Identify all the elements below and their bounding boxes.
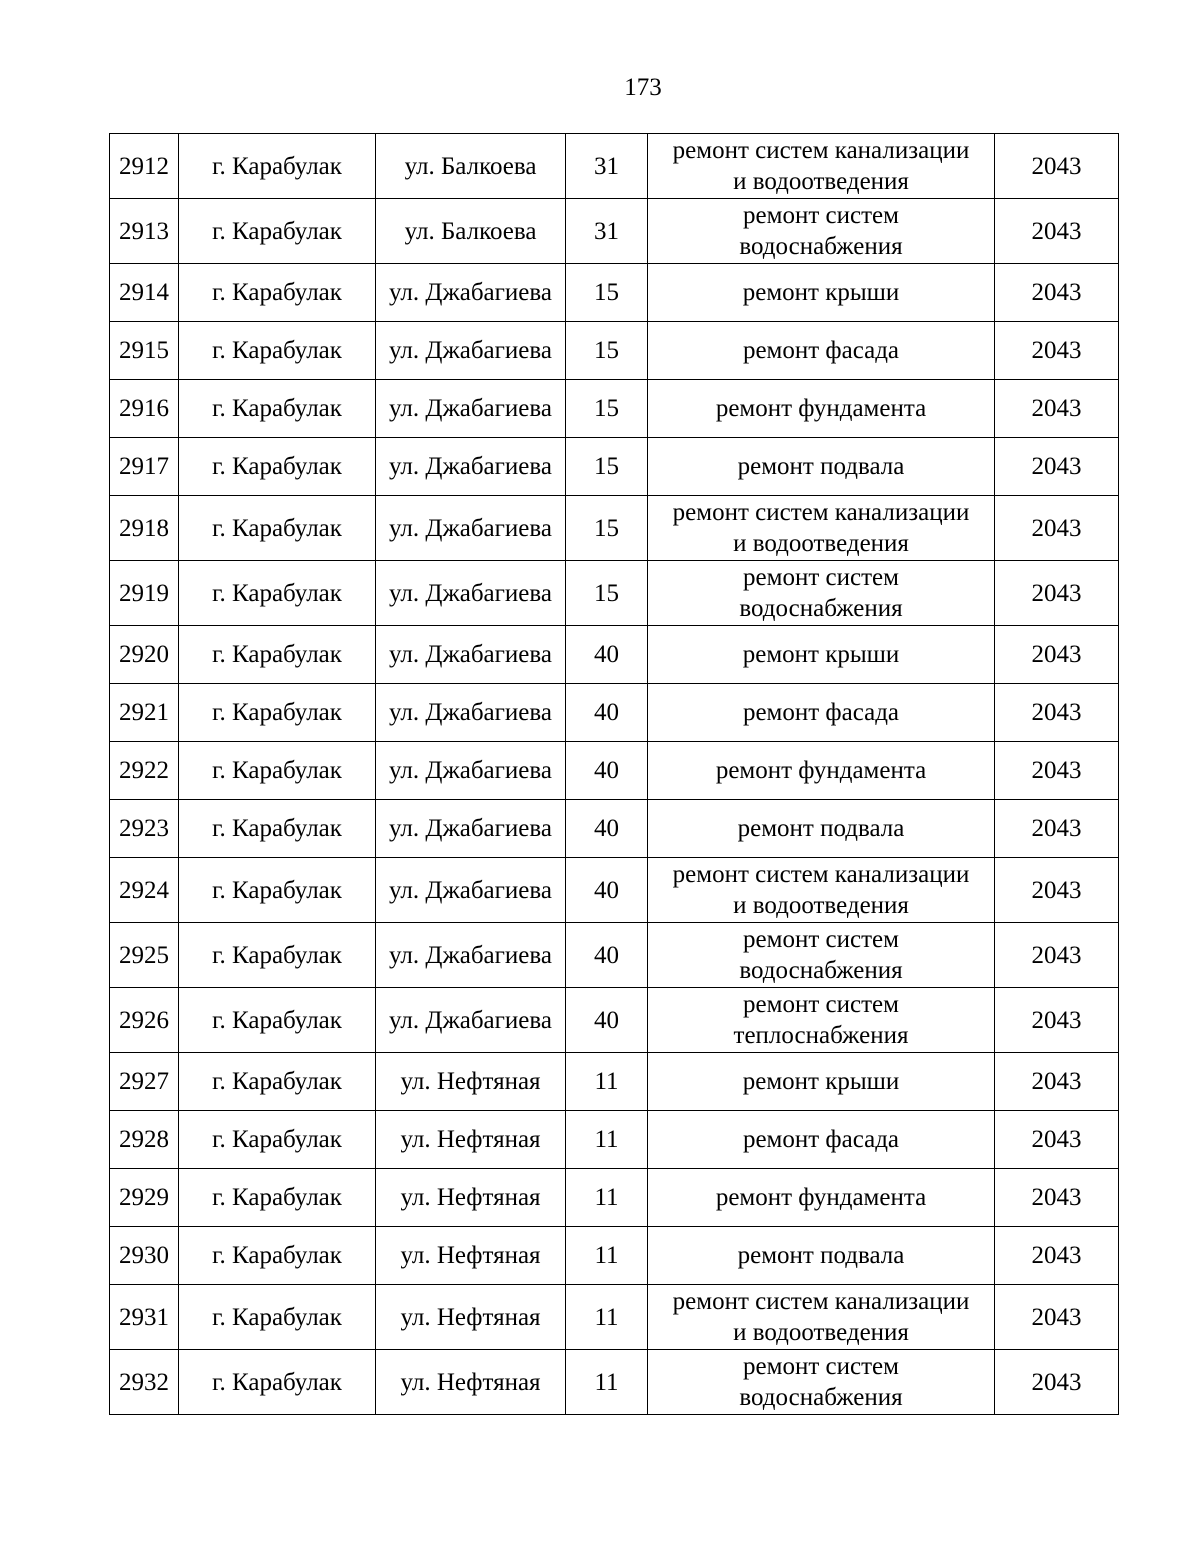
street-cell: ул. Джабагиева [376, 561, 566, 626]
city-cell: г. Карабулак [179, 561, 376, 626]
work-type-line: ремонт фасада [742, 699, 900, 726]
work-type-cell [648, 264, 995, 322]
table-row [110, 561, 1119, 626]
year-cell: 2043 [995, 134, 1119, 199]
work-type-line: ремонт систем [743, 1353, 899, 1380]
house-number-cell: 40 [566, 684, 648, 742]
table-row [110, 380, 1119, 438]
city-cell: г. Карабулак [179, 380, 376, 438]
year-cell: 2043 [995, 264, 1119, 322]
row-number-cell: 2913 [110, 199, 179, 264]
table-body [110, 134, 1119, 1415]
work-type-line: ремонт фасада [742, 1126, 900, 1153]
work-type-line: ремонт систем канализации [672, 499, 970, 526]
work-type-line: ремонт фасада [742, 337, 900, 364]
table-row [110, 626, 1119, 684]
year-cell: 2043 [995, 496, 1119, 561]
house-number-cell: 31 [566, 134, 648, 199]
city-cell: г. Карабулак [179, 1053, 376, 1111]
year-cell: 2043 [995, 1169, 1119, 1227]
work-type-cell [648, 199, 995, 264]
work-type-cell [648, 134, 995, 199]
row-number-cell: 2930 [110, 1227, 179, 1285]
work-type-cell [648, 742, 995, 800]
row-number-cell: 2927 [110, 1053, 179, 1111]
year-cell: 2043 [995, 923, 1119, 988]
city-cell: г. Карабулак [179, 684, 376, 742]
table-row [110, 684, 1119, 742]
house-number-cell: 15 [566, 264, 648, 322]
row-number-cell: 2917 [110, 438, 179, 496]
work-type-line: и водоотведения [733, 168, 909, 195]
row-number-cell: 2923 [110, 800, 179, 858]
year-cell: 2043 [995, 1111, 1119, 1169]
city-cell: г. Карабулак [179, 923, 376, 988]
work-type-cell [648, 988, 995, 1053]
work-type-line: ремонт систем канализации [672, 861, 970, 888]
year-cell: 2043 [995, 199, 1119, 264]
table-row [110, 264, 1119, 322]
year-cell: 2043 [995, 380, 1119, 438]
house-number-cell: 15 [566, 438, 648, 496]
street-cell: ул. Джабагиева [376, 858, 566, 923]
street-cell: ул. Джабагиева [376, 496, 566, 561]
house-number-cell: 15 [566, 496, 648, 561]
work-type-cell [648, 1169, 995, 1227]
house-number-cell: 40 [566, 923, 648, 988]
street-cell: ул. Джабагиева [376, 264, 566, 322]
street-cell: ул. Балкоева [376, 134, 566, 199]
work-type-line: ремонт систем [743, 926, 899, 953]
street-cell: ул. Нефтяная [376, 1053, 566, 1111]
city-cell: г. Карабулак [179, 626, 376, 684]
row-number-cell: 2912 [110, 134, 179, 199]
work-type-line: и водоотведения [733, 892, 909, 919]
house-number-cell: 31 [566, 199, 648, 264]
city-cell: г. Карабулак [179, 742, 376, 800]
row-number-cell: 2921 [110, 684, 179, 742]
house-number-cell: 11 [566, 1285, 648, 1350]
work-type-cell [648, 380, 995, 438]
work-type-cell [648, 496, 995, 561]
work-type-line: ремонт подвала [737, 815, 905, 842]
table-row [110, 923, 1119, 988]
work-type-cell [648, 626, 995, 684]
work-type-line: водоснабжения [739, 233, 903, 260]
work-type-line: ремонт крыши [742, 279, 900, 306]
work-type-cell [648, 923, 995, 988]
work-type-line: водоснабжения [739, 595, 903, 622]
row-number-cell: 2926 [110, 988, 179, 1053]
work-type-line: ремонт систем [743, 564, 899, 591]
city-cell: г. Карабулак [179, 1169, 376, 1227]
house-number-cell: 11 [566, 1227, 648, 1285]
row-number-cell: 2920 [110, 626, 179, 684]
city-cell: г. Карабулак [179, 1227, 376, 1285]
work-type-line: ремонт крыши [742, 641, 900, 668]
table-row [110, 322, 1119, 380]
row-number-cell: 2931 [110, 1285, 179, 1350]
year-cell: 2043 [995, 322, 1119, 380]
work-type-line: ремонт фундамента [715, 1184, 927, 1211]
work-type-line: теплоснабжения [733, 1022, 909, 1049]
street-cell: ул. Джабагиева [376, 800, 566, 858]
year-cell: 2043 [995, 742, 1119, 800]
work-type-line: ремонт систем канализации [672, 137, 970, 164]
city-cell: г. Карабулак [179, 496, 376, 561]
work-type-line: и водоотведения [733, 1319, 909, 1346]
house-number-cell: 40 [566, 742, 648, 800]
work-type-line: ремонт подвала [737, 1242, 905, 1269]
row-number-cell: 2918 [110, 496, 179, 561]
work-type-cell [648, 858, 995, 923]
house-number-cell: 40 [566, 626, 648, 684]
year-cell: 2043 [995, 1350, 1119, 1415]
work-type-cell [648, 1111, 995, 1169]
street-cell: ул. Нефтяная [376, 1350, 566, 1415]
street-cell: ул. Нефтяная [376, 1169, 566, 1227]
table-row [110, 496, 1119, 561]
table-row [110, 199, 1119, 264]
city-cell: г. Карабулак [179, 1285, 376, 1350]
work-type-line: ремонт крыши [742, 1068, 900, 1095]
year-cell: 2043 [995, 561, 1119, 626]
row-number-cell: 2916 [110, 380, 179, 438]
street-cell: ул. Джабагиева [376, 684, 566, 742]
work-type-cell [648, 1285, 995, 1350]
street-cell: ул. Джабагиева [376, 322, 566, 380]
table-row [110, 742, 1119, 800]
page-number: 173 [624, 74, 662, 101]
table-row [110, 1227, 1119, 1285]
city-cell: г. Карабулак [179, 134, 376, 199]
house-number-cell: 11 [566, 1169, 648, 1227]
row-number-cell: 2919 [110, 561, 179, 626]
work-type-cell [648, 1053, 995, 1111]
work-type-line: водоснабжения [739, 957, 903, 984]
house-number-cell: 11 [566, 1053, 648, 1111]
repair-schedule-table [109, 133, 1119, 1415]
table-row [110, 1111, 1119, 1169]
year-cell: 2043 [995, 626, 1119, 684]
work-type-cell [648, 438, 995, 496]
street-cell: ул. Джабагиева [376, 380, 566, 438]
work-type-line: ремонт систем канализации [672, 1288, 970, 1315]
city-cell: г. Карабулак [179, 322, 376, 380]
table-row [110, 800, 1119, 858]
work-type-cell [648, 1350, 995, 1415]
house-number-cell: 15 [566, 380, 648, 438]
street-cell: ул. Джабагиева [376, 988, 566, 1053]
street-cell: ул. Джабагиева [376, 626, 566, 684]
house-number-cell: 11 [566, 1350, 648, 1415]
work-type-cell [648, 322, 995, 380]
city-cell: г. Карабулак [179, 264, 376, 322]
row-number-cell: 2932 [110, 1350, 179, 1415]
street-cell: ул. Нефтяная [376, 1111, 566, 1169]
row-number-cell: 2928 [110, 1111, 179, 1169]
row-number-cell: 2924 [110, 858, 179, 923]
city-cell: г. Карабулак [179, 1350, 376, 1415]
work-type-cell [648, 1227, 995, 1285]
row-number-cell: 2915 [110, 322, 179, 380]
work-type-cell [648, 684, 995, 742]
street-cell: ул. Джабагиева [376, 438, 566, 496]
table-row [110, 134, 1119, 199]
year-cell: 2043 [995, 1053, 1119, 1111]
work-type-cell [648, 800, 995, 858]
year-cell: 2043 [995, 438, 1119, 496]
city-cell: г. Карабулак [179, 199, 376, 264]
year-cell: 2043 [995, 800, 1119, 858]
city-cell: г. Карабулак [179, 438, 376, 496]
work-type-line: водоснабжения [739, 1384, 903, 1411]
table-row [110, 438, 1119, 496]
work-type-line: ремонт подвала [737, 453, 905, 480]
city-cell: г. Карабулак [179, 988, 376, 1053]
house-number-cell: 15 [566, 322, 648, 380]
year-cell: 2043 [995, 684, 1119, 742]
work-type-line: ремонт систем [743, 202, 899, 229]
work-type-line: ремонт систем [743, 991, 899, 1018]
year-cell: 2043 [995, 988, 1119, 1053]
work-type-cell [648, 561, 995, 626]
table-row [110, 1285, 1119, 1350]
house-number-cell: 40 [566, 800, 648, 858]
row-number-cell: 2922 [110, 742, 179, 800]
table-row [110, 1350, 1119, 1415]
table-row [110, 988, 1119, 1053]
house-number-cell: 40 [566, 988, 648, 1053]
row-number-cell: 2914 [110, 264, 179, 322]
house-number-cell: 40 [566, 858, 648, 923]
year-cell: 2043 [995, 858, 1119, 923]
work-type-line: ремонт фундамента [715, 395, 927, 422]
table-row [110, 858, 1119, 923]
house-number-cell: 11 [566, 1111, 648, 1169]
house-number-cell: 15 [566, 561, 648, 626]
street-cell: ул. Джабагиева [376, 742, 566, 800]
year-cell: 2043 [995, 1285, 1119, 1350]
street-cell: ул. Нефтяная [376, 1285, 566, 1350]
street-cell: ул. Нефтяная [376, 1227, 566, 1285]
city-cell: г. Карабулак [179, 858, 376, 923]
table-row [110, 1169, 1119, 1227]
row-number-cell: 2925 [110, 923, 179, 988]
work-type-line: и водоотведения [733, 530, 909, 557]
work-type-line: ремонт фундамента [715, 757, 927, 784]
row-number-cell: 2929 [110, 1169, 179, 1227]
street-cell: ул. Балкоева [376, 199, 566, 264]
city-cell: г. Карабулак [179, 1111, 376, 1169]
street-cell: ул. Джабагиева [376, 923, 566, 988]
city-cell: г. Карабулак [179, 800, 376, 858]
table-row [110, 1053, 1119, 1111]
year-cell: 2043 [995, 1227, 1119, 1285]
